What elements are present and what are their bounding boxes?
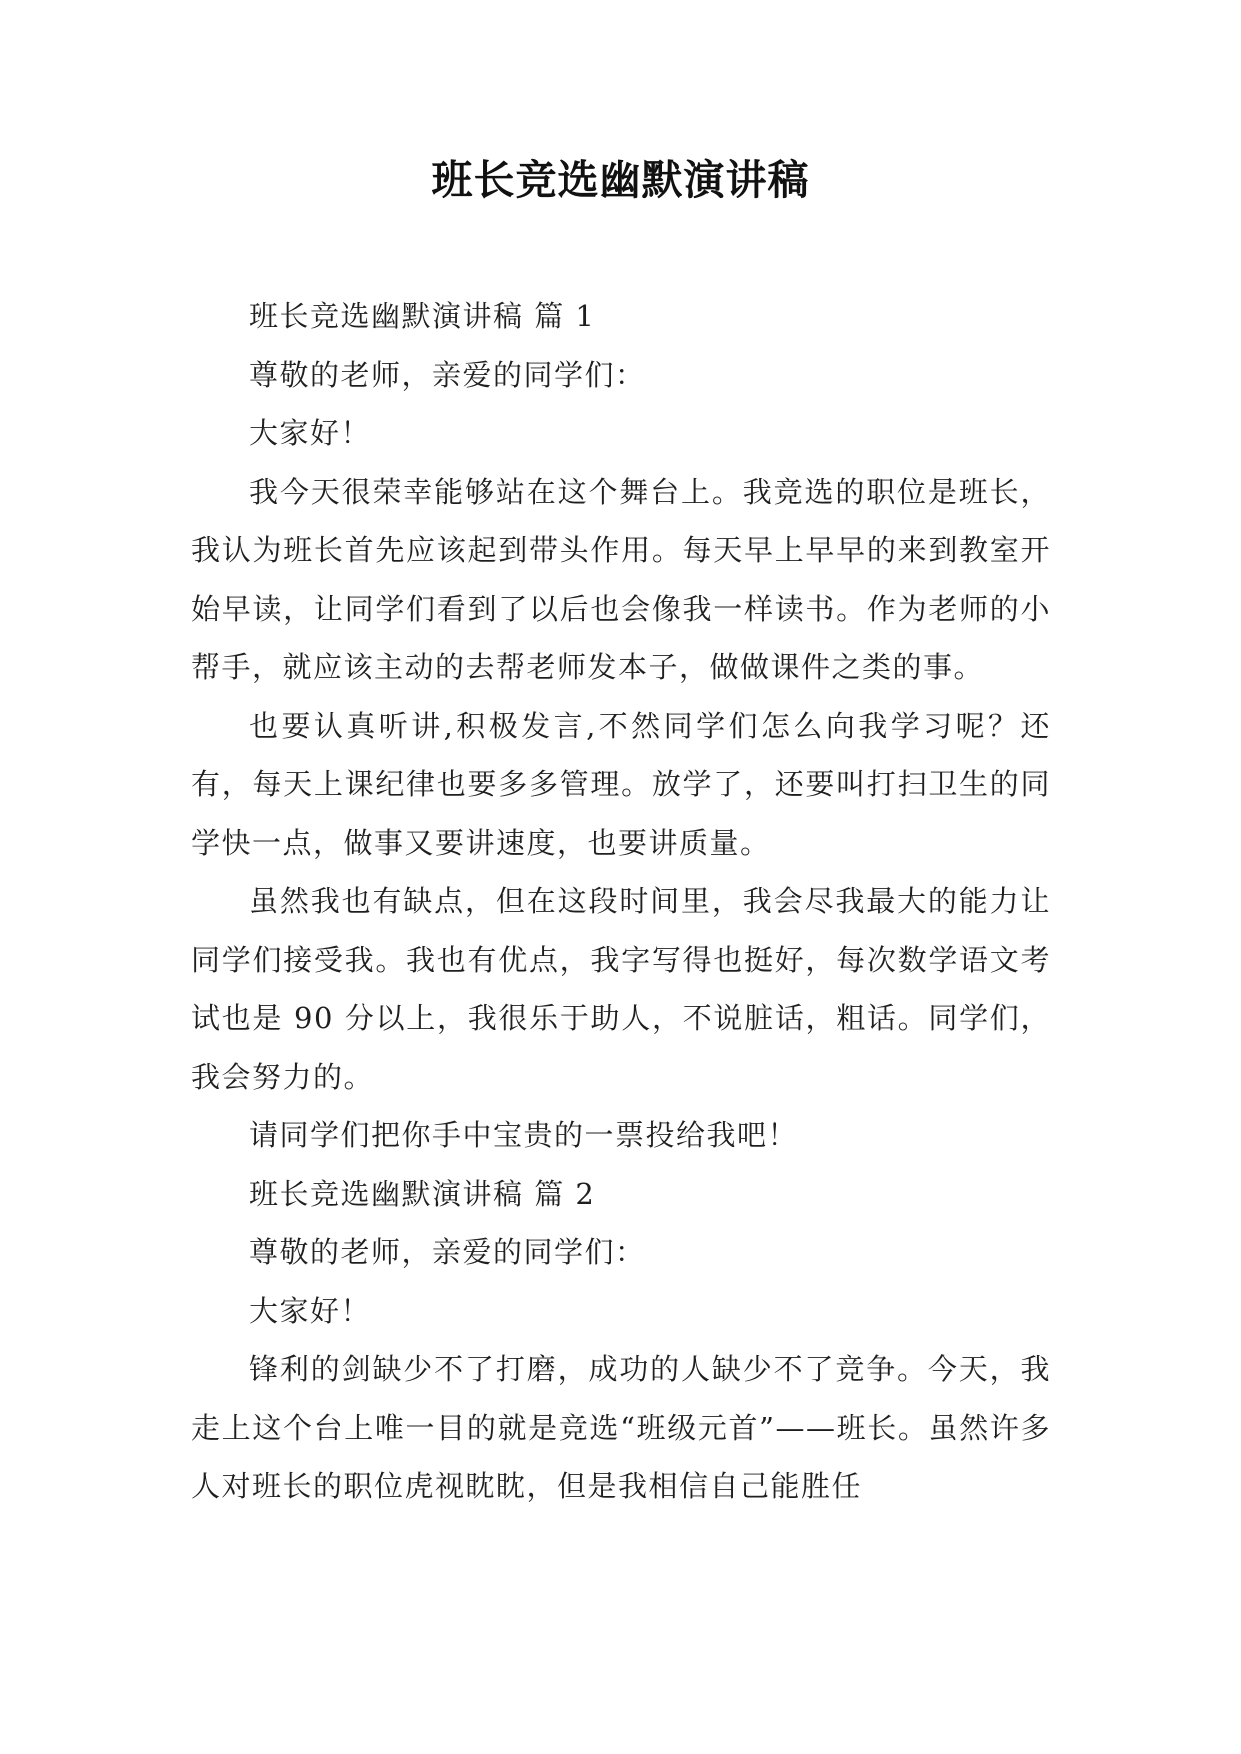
paragraph: 尊敬的老师，亲爱的同学们： (249, 357, 646, 392)
paragraph: 锋利的剑缺少不了打磨，成功的人缺少不了竞争。今天，我走上这个台上唯一目的就是竞选“班级元首”——班长。虽然许多人对班长的职位虎视眈眈，但是我相信自己能胜任 (191, 1352, 1051, 1503)
paragraph: 也要认真听讲,积极发言,不然同学们怎么向我学习呢？还有，每天上课纪律也要多多管理。放学了，还要叫打扫卫生的同学快一点，做事又要讲速度，也要讲质量。 (191, 708, 1051, 860)
paragraph: 我今天很荣幸能够站在这个舞台上。我竞选的职位是班长，我认为班长首先应该起到带头作用。每天早上早早的来到教室开始早读，让同学们看到了以后也会像我一样读书。作为老师的小帮手，就应该主动的去帮老师发本子，做做课件之类的事。 (191, 474, 1051, 684)
document-body (191, 287, 1051, 1516)
paragraph: 班长竞选幽默演讲稿 篇 2 (249, 1176, 596, 1211)
paragraph: 大家好！ (249, 1293, 372, 1328)
paragraph: 班长竞选幽默演讲稿 篇 1 (249, 299, 596, 333)
document-title: 班长竞选幽默演讲稿 (431, 156, 810, 204)
paragraph: 尊敬的老师，亲爱的同学们： (249, 1235, 646, 1269)
paragraph: 请同学们把你手中宝贵的一票投给我吧！ (249, 1118, 799, 1152)
paragraph: 虽然我也有缺点，但在这段时间里，我会尽我最大的能力让同学们接受我。我也有优点，我字写得也挺好，每次数学语文考试也是 90 分以上，我很乐于助人，不说脏话，粗话。同学们，我会努力的。 (191, 884, 1051, 1094)
paragraph: 大家好！ (249, 416, 372, 450)
